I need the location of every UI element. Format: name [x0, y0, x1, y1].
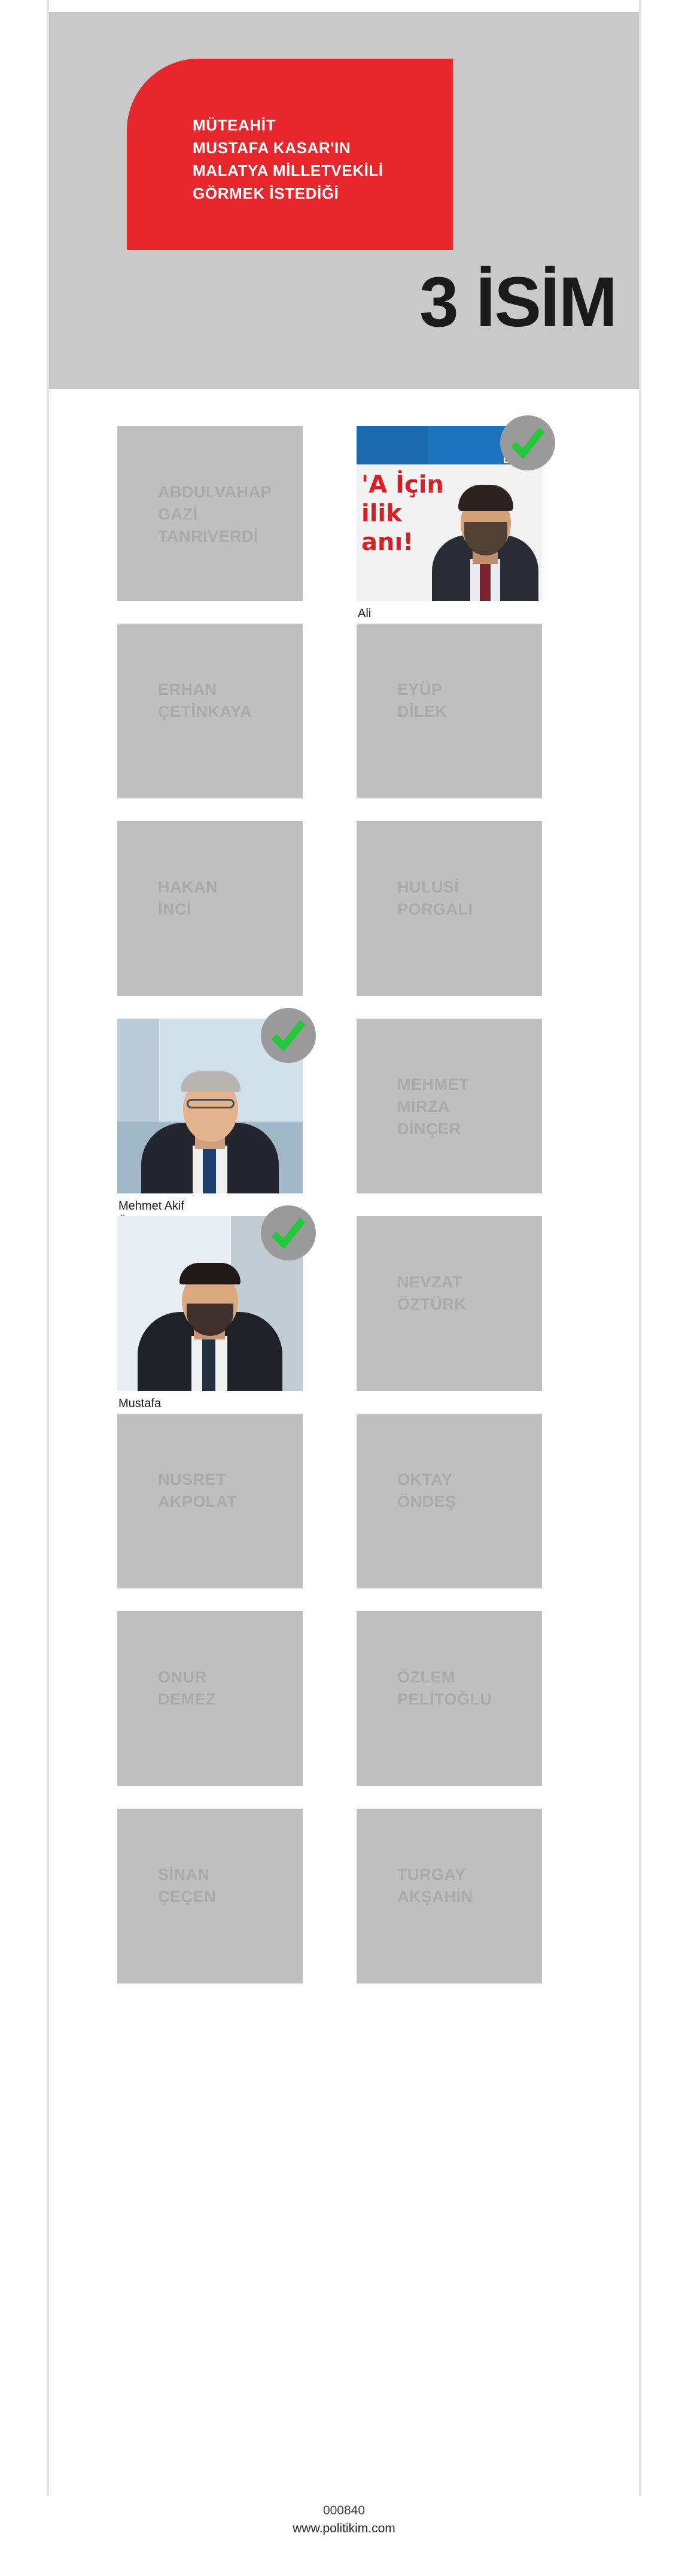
- nominee-name-line: MİRZA: [397, 1098, 450, 1116]
- nominee-name: [158, 481, 272, 548]
- nominee-name-line: HAKAN: [158, 878, 218, 896]
- nominee-name-line: EYÜP: [397, 681, 443, 698]
- nominee-caption-line: Mustafa: [118, 1397, 162, 1410]
- nominee-name-line: ÖZTÜRK: [397, 1295, 467, 1313]
- check-icon: [270, 1019, 306, 1052]
- nominee-name-line: PELİTOĞLU: [397, 1690, 492, 1708]
- nominee-name: [158, 1469, 237, 1513]
- grid-row: [117, 624, 572, 821]
- nominee-photo-wrap[interactable]: [117, 1019, 303, 1213]
- nominee-cell[interactable]: [117, 1019, 303, 1213]
- page-title: 3 İSİM: [419, 263, 616, 342]
- selected-check-badge: [261, 1008, 316, 1063]
- nominee-name-line: NUSRET: [158, 1471, 227, 1489]
- nominee-cell[interactable]: [357, 1414, 542, 1593]
- nominee-name: [158, 876, 218, 921]
- nominee-name-line: TURGAY: [397, 1866, 466, 1884]
- kicker-line-1: MÜTEAHİT: [193, 116, 276, 134]
- grid-row: [117, 1216, 572, 1414]
- nominee-placeholder-tile[interactable]: [357, 1216, 542, 1391]
- grid-row: [117, 1019, 572, 1216]
- nominee-name: [397, 1666, 492, 1711]
- nominee-name-line: OKTAY: [397, 1471, 453, 1489]
- nominee-name-line: NEVZAT: [397, 1273, 462, 1291]
- grid-row: [117, 1611, 572, 1809]
- grid-row: [117, 1809, 572, 2006]
- nominee-cell[interactable]: [357, 624, 542, 803]
- nominee-name-line: TANRIVERDİ: [158, 527, 259, 545]
- nominee-name-line: ÖNDEŞ: [397, 1493, 456, 1511]
- header-kicker-lines: [193, 114, 383, 205]
- nominee-placeholder-tile[interactable]: [117, 1809, 303, 1983]
- nominee-name-line: ÇEÇEN: [158, 1888, 217, 1906]
- nominee-name: [397, 679, 447, 723]
- nominee-name-line: PORGALI: [397, 900, 473, 918]
- nominee-cell[interactable]: [357, 1216, 542, 1396]
- nominee-name-line: GAZİ: [158, 505, 198, 523]
- nominee-cell[interactable]: [117, 624, 303, 803]
- grid-row: [117, 1414, 572, 1611]
- nominee-placeholder-tile[interactable]: [117, 1414, 303, 1588]
- footer-code: 000840: [322, 2504, 366, 2517]
- nominee-name: [158, 1864, 216, 1908]
- nominee-caption-line: Mehmet Akif: [118, 1199, 185, 1213]
- check-icon: [510, 426, 546, 460]
- footer: [0, 2502, 688, 2538]
- nominee-name-line: MEHMET: [397, 1076, 469, 1093]
- nominee-name-line: DİLEK: [397, 703, 447, 721]
- nominee-name-line: DEMEZ: [158, 1690, 216, 1708]
- poster-slogan-line: 'A İçin: [361, 471, 444, 499]
- nominee-cell[interactable]: [117, 821, 303, 1001]
- nominee-name: [397, 1271, 466, 1316]
- nominee-cell[interactable]: [117, 1216, 303, 1410]
- nominee-cell[interactable]: [117, 426, 303, 606]
- kicker-line-2: MUSTAFA KASAR'IN: [193, 139, 351, 157]
- hair-shape: [458, 485, 513, 511]
- nominee-cell[interactable]: [357, 1019, 542, 1198]
- nominee-name-line: ABDULVAHAP: [158, 483, 272, 501]
- right-rail: [639, 0, 641, 2496]
- header-kicker-box: [127, 59, 453, 250]
- nominee-name-line: ÇETİNKAYA: [158, 703, 252, 721]
- nominee-placeholder-tile[interactable]: [357, 1809, 542, 1983]
- nominee-name-line: HULUSİ: [397, 878, 459, 896]
- tie-shape: [202, 1338, 215, 1391]
- kicker-line-4: GÖRMEK İSTEDİĞİ: [193, 184, 339, 202]
- nominee-name-line: ERHAN: [158, 681, 217, 698]
- nominee-name-line: DİNÇER: [397, 1120, 461, 1138]
- kicker-line-3: MALATYA MİLLETVEKİLİ: [193, 162, 383, 180]
- footer-site[interactable]: www.politikim.com: [293, 2522, 395, 2535]
- nominee-cell[interactable]: [357, 1809, 542, 1988]
- nominee-name-line: SİNAN: [158, 1866, 210, 1884]
- nominee-cell[interactable]: [117, 1809, 303, 1988]
- nominee-name: [397, 876, 473, 921]
- nominee-name-line: İNCİ: [158, 900, 191, 918]
- header-band: [49, 12, 639, 389]
- nominee-cell[interactable]: [357, 426, 542, 620]
- nominee-name-line: AKPOLAT: [158, 1493, 237, 1511]
- nominee-placeholder-tile[interactable]: [357, 1414, 542, 1588]
- grid-row: [117, 426, 572, 624]
- nominee-cell[interactable]: [117, 1611, 303, 1791]
- nominee-name-line: ONUR: [158, 1668, 207, 1686]
- nominee-caption-line: Ali: [358, 607, 372, 620]
- nominee-placeholder-tile[interactable]: [357, 624, 542, 798]
- nominee-placeholder-tile[interactable]: [117, 426, 303, 601]
- nominee-name-line: AKŞAHİN: [397, 1888, 473, 1906]
- hair-shape: [181, 1071, 241, 1092]
- selected-check-badge: [500, 415, 555, 470]
- nominee-name: [158, 679, 252, 723]
- selected-check-badge: [261, 1205, 316, 1260]
- nominee-placeholder-tile[interactable]: [117, 624, 303, 798]
- nominee-name-line: ÖZLEM: [397, 1668, 455, 1686]
- nominee-name: [397, 1469, 456, 1513]
- poster-slogan-line: anı!: [361, 528, 414, 556]
- glasses-icon: [187, 1099, 235, 1108]
- grid-row: [117, 821, 572, 1019]
- nominee-placeholder-tile[interactable]: [357, 1019, 542, 1193]
- nominee-cell[interactable]: [117, 1414, 303, 1593]
- nominee-name: [397, 1864, 473, 1908]
- nominee-placeholder-tile[interactable]: [357, 821, 542, 996]
- nominee-grid: [117, 426, 572, 2006]
- nominee-placeholder-tile[interactable]: [117, 1611, 303, 1786]
- tie-shape: [203, 1148, 216, 1193]
- nominee-cell[interactable]: [357, 821, 542, 1001]
- person-illustration: [428, 464, 542, 601]
- hair-shape: [179, 1263, 241, 1284]
- check-icon: [270, 1216, 306, 1250]
- tie-shape: [480, 561, 491, 601]
- poster-slogan-line: ilik: [361, 500, 402, 527]
- nominee-placeholder-tile[interactable]: [117, 821, 303, 996]
- nominee-photo-wrap[interactable]: [117, 1216, 303, 1410]
- nominee-name: [397, 1074, 469, 1140]
- nominee-cell[interactable]: [357, 1611, 542, 1791]
- nominee-photo-wrap[interactable]: [357, 426, 542, 620]
- nominee-name: [158, 1666, 216, 1711]
- nominee-placeholder-tile[interactable]: [357, 1611, 542, 1786]
